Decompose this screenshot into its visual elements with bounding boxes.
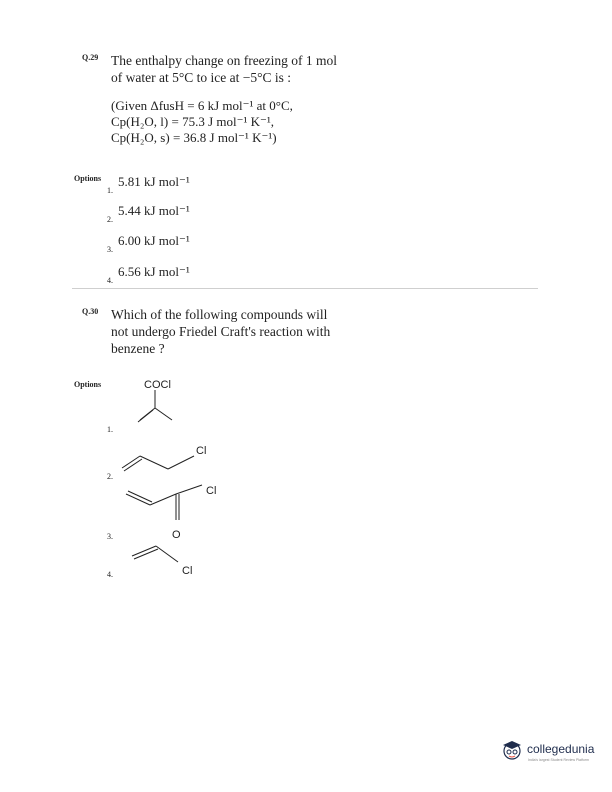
question-30-number: Q.30 [82, 307, 99, 316]
question-divider [72, 288, 538, 289]
q30-option-2-structure[interactable] [122, 456, 194, 471]
q29-option-2-number: 2. [107, 215, 113, 224]
question-30-line-2: not undergo Friedel Craft's reaction with [111, 324, 331, 339]
q29-option-4-number: 4. [107, 276, 113, 285]
q30-option-4-number: 4. [107, 570, 113, 579]
q30-structures [110, 370, 250, 590]
q30-option-1-structure[interactable] [138, 390, 172, 422]
question-30-options-label: Options [74, 380, 102, 389]
question-29-given-2: Cp(H₂O, l) = 75.3 J mol⁻¹ K⁻¹, [111, 114, 275, 129]
q30-option-3-label: Cl [206, 485, 217, 497]
q30-option-4-structure[interactable] [132, 546, 178, 562]
q30-option-3-oxygen-label: O [172, 529, 181, 541]
q30-option-3-number: 3. [107, 532, 113, 541]
q29-option-1-text[interactable]: 5.81 kJ mol⁻¹ [118, 174, 190, 189]
q29-option-4-text[interactable]: 6.56 kJ mol⁻¹ [118, 264, 190, 279]
question-29-number: Q.29 [82, 53, 99, 62]
question-29-line-2: of water at 5°C to ice at −5°C is : [111, 70, 291, 85]
question-29-given-3: Cp(H₂O, s) = 36.8 J mol⁻¹ K⁻¹) [111, 130, 277, 145]
graduate-mascot-icon [500, 738, 524, 762]
q29-option-3-number: 3. [107, 245, 113, 254]
q29-option-2-text[interactable]: 5.44 kJ mol⁻¹ [118, 203, 190, 218]
brand-name: collegedunia [527, 742, 595, 756]
q29-option-1-number: 1. [107, 186, 113, 195]
q30-option-1-number: 1. [107, 425, 113, 434]
brand-logo [500, 737, 610, 767]
question-29-options-label: Options [74, 174, 102, 183]
q30-option-2-label: Cl [196, 445, 207, 457]
question-29-given-1: (Given ΔfusH = 6 kJ mol⁻¹ at 0°C, [111, 98, 293, 113]
question-30-line-3: benzene ? [111, 341, 165, 356]
question-29-line-1: The enthalpy change on freezing of 1 mol [111, 53, 338, 68]
q30-option-4-label: Cl [182, 565, 193, 577]
q30-option-1-label: COCl [144, 379, 171, 391]
brand-tagline: India's largest Student Review Platform [528, 758, 589, 762]
q30-option-3-structure[interactable] [126, 485, 202, 520]
q30-option-2-number: 2. [107, 472, 113, 481]
question-30-line-1: Which of the following compounds will [111, 307, 328, 322]
q29-option-3-text[interactable]: 6.00 kJ mol⁻¹ [118, 233, 190, 248]
